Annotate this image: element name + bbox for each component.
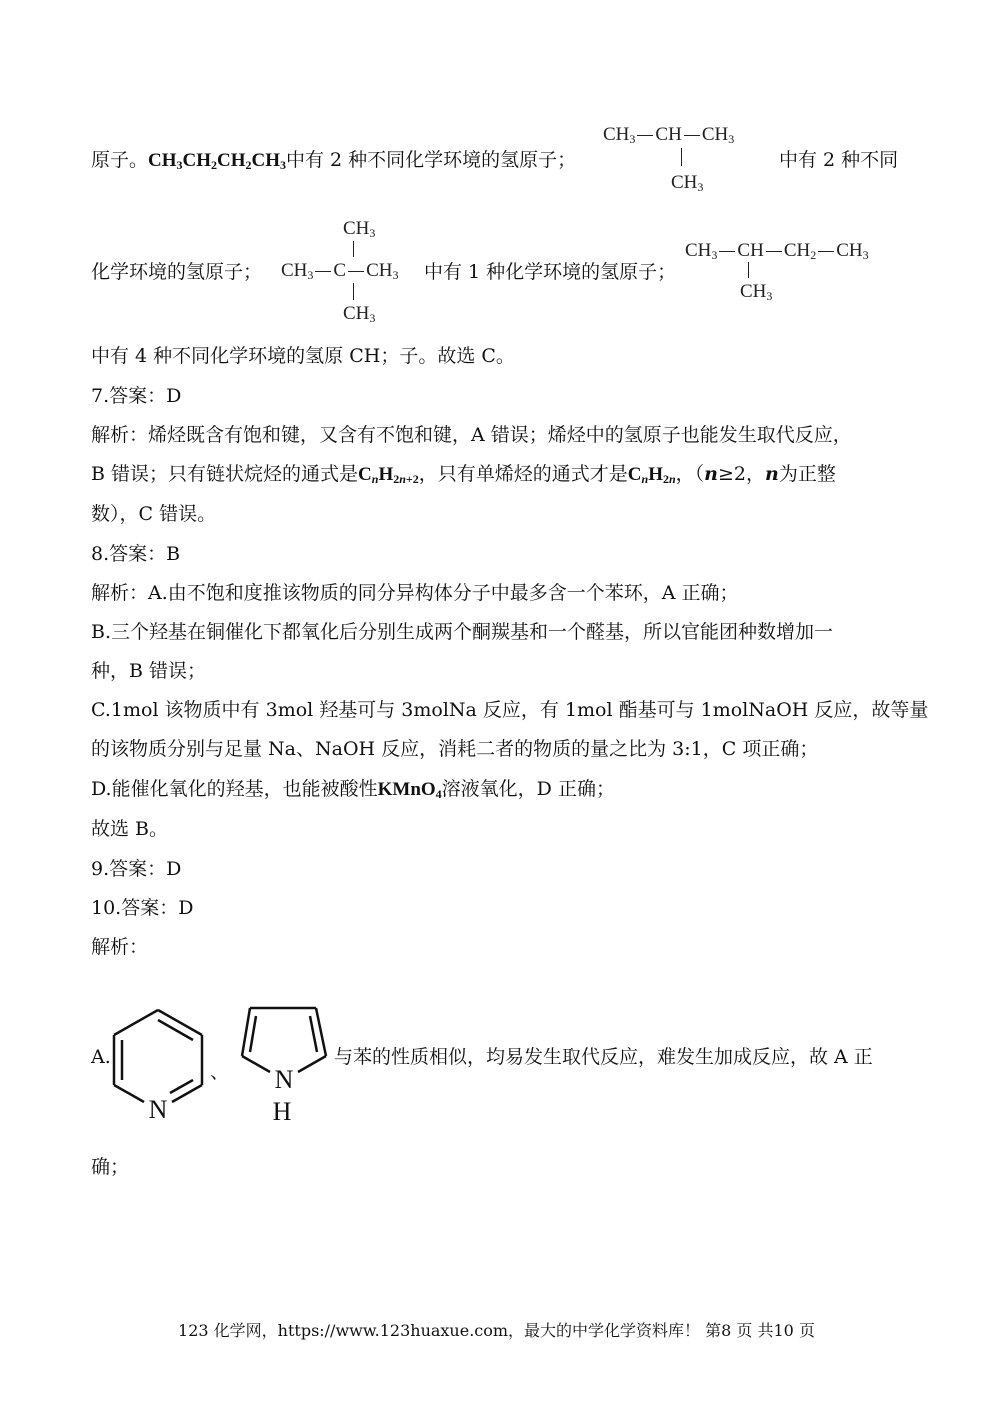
text-line: 解析：: [91, 936, 149, 958]
text-segment: 原子。: [91, 149, 149, 171]
pyrrole-structure: [236, 1000, 332, 1126]
page-footer: 123 化学网，https://www.123huaxue.com，最大的中学化学资料库！ 第8 页 共10 页: [178, 1321, 815, 1340]
text-segment: 中有 2 种不同: [779, 149, 899, 171]
text-line: 解析：烯烃既含有饱和键，又含有不饱和键，A 错误；烯烃中的氢原子也能发生取代反应，: [91, 424, 852, 446]
text-line: [91, 462, 836, 491]
text-line: 的该物质分别与足量 Na、NaOH 反应，消耗二者的物质的量之比为 3:1，C 项正确；: [91, 738, 819, 760]
pyridine-atom-n: N: [148, 1095, 168, 1124]
text-line: 数），C 错误。: [91, 503, 217, 525]
structure-mid: $CH_3$ C $CH_3$: [281, 260, 399, 282]
variable-n: n: [765, 463, 779, 485]
pyrrole-atom-h: H: [272, 1097, 292, 1126]
text-line: B.三个羟基在铜催化下都氧化后分别生成两个酮羰基和一个醛基，所以官能团种数增加一: [91, 621, 834, 643]
q8-answer: 8.答案：B: [91, 543, 181, 565]
text-segment: 化学环境的氢原子；: [91, 261, 263, 283]
structure-top: $CH_3$ CH $CH_2$ $CH_3$: [685, 240, 869, 262]
pyrrole-atom-n: N: [274, 1065, 294, 1094]
structure-top: $CH_3$: [343, 218, 376, 240]
bond-line: [353, 241, 354, 257]
text-segment: ≥2，: [718, 463, 766, 485]
text-line: 故选 B。: [91, 818, 169, 840]
text-segment: 中有 2 种不同化学环境的氢原子；: [286, 149, 577, 171]
text-line: C.1mol 该物质中有 3mol 羟基可与 3molNa 反应，有 1mol 酯基可与 1molNaOH 反应，故等量: [91, 699, 929, 721]
text-line: [91, 777, 615, 806]
text-line: 确；: [91, 1156, 130, 1178]
isopentane-structure: [685, 240, 869, 303]
text-segment: ，只有单烯烃的通式才是: [418, 463, 628, 485]
text-line: 解析：A.由不饱和度推该物质的同分异构体分子中最多含一个苯环，A 正确；: [91, 582, 739, 604]
variable-n: n: [704, 463, 718, 485]
structure-top: $CH_3$ CH $CH_3$: [603, 124, 735, 146]
text-segment: 与苯的性质相似，均易发生取代反应，难发生加成反应，故 A 正: [334, 1046, 873, 1068]
butane-formula: $CH_3CH_2CH_2CH_3$: [148, 150, 287, 172]
bond-line: [353, 283, 354, 300]
structure-bottom: $CH_3$: [671, 172, 704, 194]
structure-bottom: $CH_3$: [740, 281, 773, 303]
text-segment: 、: [210, 1061, 230, 1083]
text-line: [91, 148, 576, 177]
bond-line: [681, 148, 682, 166]
bond-line: [748, 262, 749, 278]
structure-bottom: $CH_3$: [343, 303, 376, 325]
pyridine-structure: [106, 1004, 210, 1124]
text-segment: 为正整: [778, 463, 836, 485]
text-segment: 中有 1 种化学环境的氢原子；: [424, 261, 677, 283]
kmno4-formula: KMnO$_4$: [377, 779, 442, 801]
alkene-formula: $C_nH_{2n}$: [627, 464, 676, 486]
q7-answer: 7.答案：D: [91, 385, 182, 407]
text-line: 种，B 错误；: [91, 660, 207, 682]
text-segment: D.能催化氧化的羟基，也能被酸性: [91, 778, 378, 800]
text-segment: 溶液氧化，D 正确；: [441, 778, 615, 800]
q9-answer: 9.答案：D: [91, 858, 182, 880]
text-line: 中有 4 种不同化学环境的氢原 CH；子。故选 C。: [91, 345, 515, 367]
text-segment: ，（: [675, 463, 705, 485]
text-segment: B 错误；只有链状烷烃的通式是: [91, 463, 359, 485]
alkane-formula: $C_nH_{2n+2}$: [358, 464, 419, 486]
text-segment: A.: [91, 1046, 111, 1068]
isobutane-structure: [603, 124, 735, 194]
q10-answer: 10.答案：D: [91, 897, 194, 919]
